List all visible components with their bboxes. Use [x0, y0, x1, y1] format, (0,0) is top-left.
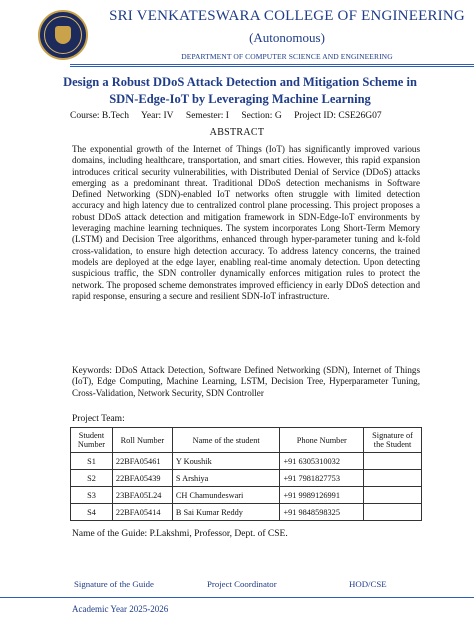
column-header: Phone Number: [280, 428, 364, 453]
course: Course: B.Tech: [70, 111, 129, 121]
course-meta: [70, 111, 470, 121]
student-name: CH Chamundeswari: [172, 487, 280, 504]
team-table-header: [71, 428, 422, 453]
column-header: Name of the student: [172, 428, 280, 453]
keywords: Keywords: DDoS Attack Detection, Software Defined Networking (SDN), Internet of Things (IoT), Edge Computing, Machine Learning, LSTM, Decision Tree, Hyperparameter Tuning, Cross-Validation, Network Security, SDN Controller: [72, 365, 420, 398]
column-header: Signature of the Student: [364, 428, 422, 453]
team-table: [70, 427, 422, 521]
section: Section: G: [241, 111, 282, 121]
student-number: S4: [71, 504, 113, 521]
guide-signature-label: Signature of the Guide: [74, 579, 154, 589]
roll-number: 23BFA05L24: [112, 487, 172, 504]
table-row: [71, 470, 422, 487]
signature-cell: [364, 470, 422, 487]
project-id: Project ID: CSE26G07: [294, 111, 382, 121]
roll-number: 22BFA05414: [112, 504, 172, 521]
phone-number: +91 9989126991: [280, 487, 364, 504]
guide-name: Name of the Guide: P.Lakshmi, Professor, Dept. of CSE.: [72, 529, 288, 539]
roll-number: 22BFA05461: [112, 453, 172, 470]
semester: Semester: I: [185, 111, 229, 121]
phone-number: +91 9848598325: [280, 504, 364, 521]
student-number: S3: [71, 487, 113, 504]
student-name: Y Koushik: [172, 453, 280, 470]
team-heading: Project Team:: [72, 414, 125, 424]
student-number: S2: [71, 470, 113, 487]
coordinator-signature-label: Project Coordinator: [207, 579, 277, 589]
header-rule-thin: [70, 66, 474, 67]
signature-cell: [364, 504, 422, 521]
department-name: DEPARTMENT OF COMPUTER SCIENCE AND ENGINEERING: [181, 52, 393, 61]
student-number: S1: [71, 453, 113, 470]
college-status: (Autonomous): [249, 30, 325, 45]
table-row: [71, 504, 422, 521]
project-title-line-1: Design a Robust DDoS Attack Detection and Mitigation Scheme in: [63, 75, 417, 89]
column-header: Student Number: [71, 428, 113, 453]
column-header: Roll Number: [112, 428, 172, 453]
year: Year: IV: [141, 111, 174, 121]
college-name: SRI VENKATESWARA COLLEGE OF ENGINEERING: [109, 8, 465, 24]
table-row: [71, 487, 422, 504]
phone-number: +91 6305310032: [280, 453, 364, 470]
hod-signature-label: HOD/CSE: [349, 579, 387, 589]
roll-number: 22BFA05439: [112, 470, 172, 487]
student-name: S Arshiya: [172, 470, 280, 487]
signature-cell: [364, 487, 422, 504]
college-seal-icon: [38, 10, 88, 60]
table-row: [71, 453, 422, 470]
abstract-heading: ABSTRACT: [209, 127, 265, 138]
academic-year: Academic Year 2025-2026: [72, 604, 169, 614]
signature-cell: [364, 453, 422, 470]
phone-number: +91 7981827753: [280, 470, 364, 487]
abstract-body: The exponential growth of the Internet of Things (IoT) has significantly improved various domains, including healthcare, transportation, and smart cities. However, this rapid expansion introduces critical security vulnerabilities, with Distributed Denial of Service (DDoS) attacks emerging as a predominant threat. Traditional DDoS detection mechanisms in Software Defined Networking (SDN)-enabled IoT networks often struggle with limited detection accuracy and high latency due to centralized control plane processing. This project proposes a robust DDoS attack detection and mitigation framework in SDN-Edge-IoT environments by leveraging machine learning techniques. The system incorporates Long Short-Term Memory (LSTM) and Decision Tree algorithms, enhanced through hyper-parameter tuning and k-fold cross-validation, to ensure high detection accuracy. To address latency concerns, the trained models are deployed at the edge layer, enabling real-time anomaly detection. Upon detecting suspicious traffic, the SDN controller dynamically enforces mitigation rules to protect the network. The proposed scheme demonstrates improved efficiency in early DDoS detection and rapid response, ensuring a secure and resilient SDN-IoT infrastructure.: [72, 144, 420, 301]
footer-rule: [0, 597, 474, 598]
project-title-line-2: SDN-Edge-IoT by Leveraging Machine Learning: [109, 92, 371, 106]
header-rule: [70, 64, 474, 65]
student-name: B Sai Kumar Reddy: [172, 504, 280, 521]
seal-emblem: [55, 26, 71, 44]
